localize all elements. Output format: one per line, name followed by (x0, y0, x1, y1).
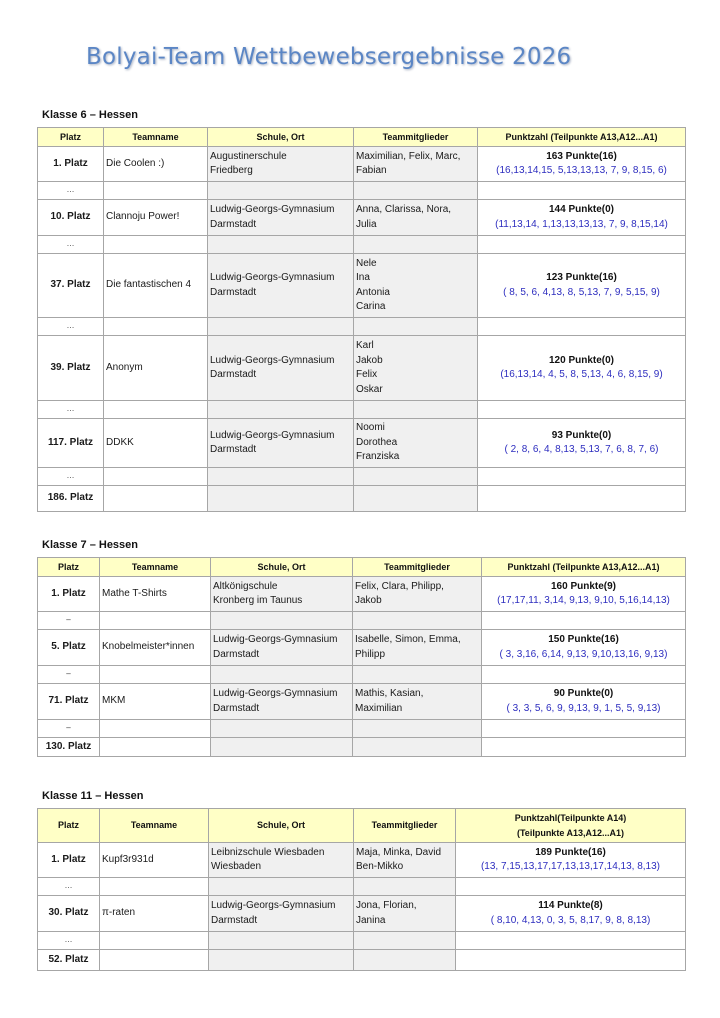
partial-points: ( 3, 3, 5, 6, 9, 9,13, 9, 1, 5, 5, 9,13) (506, 702, 661, 714)
member-line: Isabelle, Simon, Emma, (355, 634, 461, 645)
members-cell (354, 318, 478, 336)
score-cell (482, 738, 686, 757)
member-line: Karl (356, 340, 374, 351)
members-cell (353, 720, 482, 738)
school-line: Leibnizschule Wiesbaden (211, 846, 325, 858)
school-cell (208, 336, 354, 401)
members-cell (354, 843, 456, 878)
gap-ellipsis: – (38, 666, 100, 684)
section-title-klasse-11: Klasse 11 – Hessen (42, 790, 144, 802)
score-cell (456, 932, 686, 950)
score-cell (456, 878, 686, 896)
school-cell (211, 666, 353, 684)
school-cell (208, 318, 354, 336)
table-row (38, 738, 686, 757)
members-cell (354, 468, 478, 486)
score-cell (478, 336, 686, 401)
members-cell (353, 630, 482, 666)
school-cell (208, 419, 354, 468)
rank-cell: 1. Platz (38, 843, 100, 878)
total-points: 150 Punkte(16) (548, 634, 619, 645)
partial-points: (16,13,14,15, 5,13,13,13, 7, 9, 8,15, 6) (496, 165, 667, 176)
member-line: Antonia (356, 286, 390, 298)
total-points: 120 Punkte(0) (548, 354, 615, 366)
team-name-cell: π-raten (100, 896, 209, 932)
school-cell (211, 738, 353, 757)
col-header-mitglieder: Teammitglieder (354, 128, 478, 147)
school-cell (209, 843, 354, 878)
team-cell (100, 612, 211, 630)
school-cell (209, 878, 354, 896)
document-title: Bolyai-Team Wettbewebsergebnisse 2026 (86, 44, 572, 70)
team-cell (104, 318, 208, 336)
member-line: Jakob (356, 354, 383, 366)
gap-row (38, 318, 686, 336)
school-line: Darmstadt (211, 914, 258, 926)
school-line: Darmstadt (213, 702, 260, 714)
gap-ellipsis: … (38, 468, 104, 486)
member-line: Felix, Clara, Philipp, (355, 580, 444, 592)
team-name-cell: MKM (100, 684, 211, 720)
table-row (38, 147, 686, 182)
members-cell (354, 486, 478, 512)
table-row (38, 577, 686, 612)
school-cell (208, 182, 354, 200)
gap-ellipsis: … (38, 932, 100, 950)
school-line: Ludwig-Georgs-Gymnasium (213, 688, 338, 699)
col-header-mitglieder: Teammitglieder (353, 558, 482, 577)
team-name-cell: Die fantastischen 4 (104, 254, 208, 318)
partial-points: ( 8, 5, 6, 4,13, 8, 5,13, 7, 9, 5,15, 9) (503, 286, 660, 298)
school-cell (211, 630, 353, 666)
score-cell (482, 577, 686, 612)
col-header-punktzahl: Punktzahl (Teilpunkte A13,A12...A1) (478, 128, 686, 147)
section-title-klasse-7: Klasse 7 – Hessen (42, 539, 139, 551)
school-line: Ludwig-Georgs-Gymnasium (210, 354, 335, 366)
gap-row (38, 932, 686, 950)
school-cell (211, 684, 353, 720)
members-cell (354, 419, 478, 468)
school-line: Ludwig-Georgs-Gymnasium (211, 900, 336, 911)
partial-points: (16,13,14, 4, 5, 8, 5,13, 4, 6, 8,15, 9) (500, 369, 663, 380)
total-points: 114 Punkte(8) (538, 900, 603, 911)
member-line: Fabian (356, 165, 387, 176)
gap-row (38, 468, 686, 486)
gap-row (38, 182, 686, 200)
col-header-platz: Platz (38, 809, 100, 843)
member-line: Carina (356, 301, 386, 312)
school-line: Darmstadt (210, 444, 257, 455)
table-row (38, 950, 686, 971)
gap-ellipsis: – (38, 612, 100, 630)
score-cell (478, 318, 686, 336)
team-cell (104, 401, 208, 419)
table-row (38, 200, 686, 236)
member-line: Janina (356, 914, 386, 926)
table-header-row (38, 558, 686, 577)
school-cell (209, 896, 354, 932)
gap-ellipsis: … (38, 182, 104, 200)
partial-points: (11,13,14, 1,13,13,13,13, 7, 9, 8,15,14) (495, 218, 668, 230)
col-header-teamname: Teamname (100, 809, 209, 843)
team-name-cell: DDKK (104, 419, 208, 468)
total-points: 123 Punkte(16) (546, 272, 617, 283)
team-cell (100, 878, 209, 896)
col-header-teamname: Teamname (104, 128, 208, 147)
table-row (38, 630, 686, 666)
member-line: Maximilian (355, 702, 403, 714)
table-row (38, 896, 686, 932)
members-cell (354, 896, 456, 932)
partial-points: ( 2, 8, 6, 4, 8,13, 5,13, 7, 6, 8, 7, 6) (504, 444, 659, 455)
school-cell (208, 200, 354, 236)
team-name-cell (104, 486, 208, 512)
members-cell (354, 236, 478, 254)
school-cell (209, 950, 354, 971)
total-points: 144 Punkte(0) (548, 204, 615, 215)
score-cell (478, 200, 686, 236)
partial-points: (13, 7,15,13,17,17,13,13,17,14,13, 8,13) (480, 861, 661, 872)
member-line: Ben-Mikko (356, 861, 404, 872)
total-points: 93 Punkte(0) (551, 429, 612, 441)
col-header-punktzahl: Punktzahl (Teilpunkte A13,A12...A1) (482, 558, 686, 577)
table-header-row (38, 809, 686, 843)
members-cell (354, 878, 456, 896)
team-name-cell: Kupf3r931d (100, 843, 209, 878)
team-name-cell: Mathe T-Shirts (100, 577, 211, 612)
rank-cell: 39. Platz (38, 336, 104, 401)
members-cell (354, 932, 456, 950)
score-cell (456, 950, 686, 971)
member-line: Noomi (356, 422, 385, 434)
col-header-platz: Platz (38, 558, 100, 577)
member-line: Franziska (356, 451, 400, 463)
score-cell (478, 401, 686, 419)
member-line: Maja, Minka, David (356, 846, 442, 858)
col-header-mitglieder: Teammitglieder (354, 809, 456, 843)
gap-row (38, 401, 686, 419)
gap-row (38, 720, 686, 738)
table-row (38, 336, 686, 401)
gap-ellipsis: … (38, 878, 100, 896)
table-row (38, 843, 686, 878)
col-header-schule: Schule, Ort (209, 809, 354, 843)
team-name-cell: Knobelmeister*innen (100, 630, 211, 666)
punktzahl-header-line: (Teilpunkte A13,A12...A1) (516, 827, 625, 838)
team-cell (104, 236, 208, 254)
gap-ellipsis: – (38, 720, 100, 738)
gap-row (38, 878, 686, 896)
total-points: 90 Punkte(0) (553, 688, 614, 699)
score-cell (478, 182, 686, 200)
score-cell (482, 720, 686, 738)
school-cell (208, 486, 354, 512)
school-line: Ludwig-Georgs-Gymnasium (210, 204, 335, 215)
member-line: Dorothea (356, 436, 398, 448)
total-points: 163 Punkte(16) (546, 150, 617, 162)
score-cell (478, 419, 686, 468)
school-cell (208, 236, 354, 254)
total-points: 160 Punkte(9) (550, 580, 617, 592)
partial-points: (17,17,11, 3,14, 9,13, 9,10, 5,16,14,13) (497, 595, 670, 606)
school-line: Altkönigschule (213, 580, 278, 592)
col-header-platz: Platz (38, 128, 104, 147)
members-cell (354, 147, 478, 182)
score-cell (456, 896, 686, 932)
gap-row (38, 236, 686, 254)
rank-cell: 71. Platz (38, 684, 100, 720)
gap-ellipsis: … (38, 236, 104, 254)
school-line: Wiesbaden (211, 861, 262, 872)
member-line: Nele (356, 257, 377, 269)
school-line: Kronberg im Taunus (213, 595, 303, 606)
school-line: Darmstadt (210, 286, 257, 298)
section-title-klasse-6: Klasse 6 – Hessen (42, 109, 139, 121)
member-line: Jona, Florian, (356, 900, 417, 911)
rank-cell: 186. Platz (38, 486, 104, 512)
punktzahl-header-line: Punktzahl(Teilpunkte A14) (514, 813, 627, 823)
table-row (38, 486, 686, 512)
gap-row (38, 612, 686, 630)
score-cell (478, 468, 686, 486)
school-line: Ludwig-Georgs-Gymnasium (210, 429, 335, 441)
member-line: Julia (356, 218, 377, 230)
partial-points: ( 8,10, 4,13, 0, 3, 5, 8,17, 9, 8, 8,13) (490, 914, 651, 926)
team-name-cell (100, 738, 211, 757)
school-cell (211, 577, 353, 612)
school-line: Darmstadt (210, 369, 257, 380)
score-cell (482, 612, 686, 630)
school-cell (211, 720, 353, 738)
score-cell (478, 147, 686, 182)
total-points: 189 Punkte(16) (535, 846, 606, 858)
member-line: Oskar (356, 383, 383, 395)
col-header-teamname: Teamname (100, 558, 211, 577)
members-cell (353, 738, 482, 757)
results-table-klasse-7 (37, 557, 686, 757)
members-cell (353, 666, 482, 684)
members-cell (354, 200, 478, 236)
team-cell (100, 720, 211, 738)
school-line: Ludwig-Georgs-Gymnasium (213, 634, 338, 645)
school-line: Friedberg (210, 165, 253, 176)
school-cell (208, 254, 354, 318)
rank-cell: 1. Platz (38, 147, 104, 182)
score-cell (478, 236, 686, 254)
team-name-cell (100, 950, 209, 971)
col-header-schule: Schule, Ort (208, 128, 354, 147)
members-cell (354, 182, 478, 200)
school-cell (211, 612, 353, 630)
member-line: Mathis, Kasian, (355, 688, 424, 699)
members-cell (353, 577, 482, 612)
table-row (38, 419, 686, 468)
school-cell (208, 401, 354, 419)
rank-cell: 52. Platz (38, 950, 100, 971)
team-name-cell: Anonym (104, 336, 208, 401)
member-line: Maximilian, Felix, Marc, (356, 150, 461, 162)
team-name-cell: Clannoju Power! (104, 200, 208, 236)
member-line: Felix (356, 369, 378, 380)
team-cell (100, 666, 211, 684)
rank-cell: 37. Platz (38, 254, 104, 318)
rank-cell: 130. Platz (38, 738, 100, 757)
team-cell (100, 932, 209, 950)
gap-ellipsis: … (38, 401, 104, 419)
col-header-punktzahl (456, 809, 686, 843)
team-cell (104, 182, 208, 200)
members-cell (354, 401, 478, 419)
table-header-row (38, 128, 686, 147)
rank-cell: 5. Platz (38, 630, 100, 666)
school-line: Augustinerschule (210, 150, 287, 162)
team-name-cell: Die Coolen :) (104, 147, 208, 182)
score-cell (482, 630, 686, 666)
results-table-klasse-11 (37, 808, 686, 971)
member-line: Anna, Clarissa, Nora, (356, 204, 452, 215)
school-line: Darmstadt (210, 218, 257, 230)
school-cell (208, 147, 354, 182)
members-cell (354, 254, 478, 318)
members-cell (353, 612, 482, 630)
members-cell (354, 336, 478, 401)
results-table-klasse-6 (37, 127, 686, 512)
rank-cell: 30. Platz (38, 896, 100, 932)
score-cell (478, 254, 686, 318)
partial-points: ( 3, 3,16, 6,14, 9,13, 9,10,13,16, 9,13) (499, 648, 668, 660)
school-line: Ludwig-Georgs-Gymnasium (210, 272, 335, 283)
score-cell (482, 684, 686, 720)
rank-cell: 10. Platz (38, 200, 104, 236)
gap-ellipsis: … (38, 318, 104, 336)
col-header-schule: Schule, Ort (211, 558, 353, 577)
member-line: Ina (356, 272, 370, 283)
gap-row (38, 666, 686, 684)
members-cell (354, 950, 456, 971)
score-cell (478, 486, 686, 512)
school-line: Darmstadt (213, 648, 260, 660)
member-line: Philipp (355, 648, 386, 660)
table-row (38, 254, 686, 318)
team-cell (104, 468, 208, 486)
score-cell (456, 843, 686, 878)
members-cell (353, 684, 482, 720)
member-line: Jakob (355, 595, 382, 606)
table-row (38, 684, 686, 720)
school-cell (208, 468, 354, 486)
score-cell (482, 666, 686, 684)
rank-cell: 117. Platz (38, 419, 104, 468)
rank-cell: 1. Platz (38, 577, 100, 612)
school-cell (209, 932, 354, 950)
